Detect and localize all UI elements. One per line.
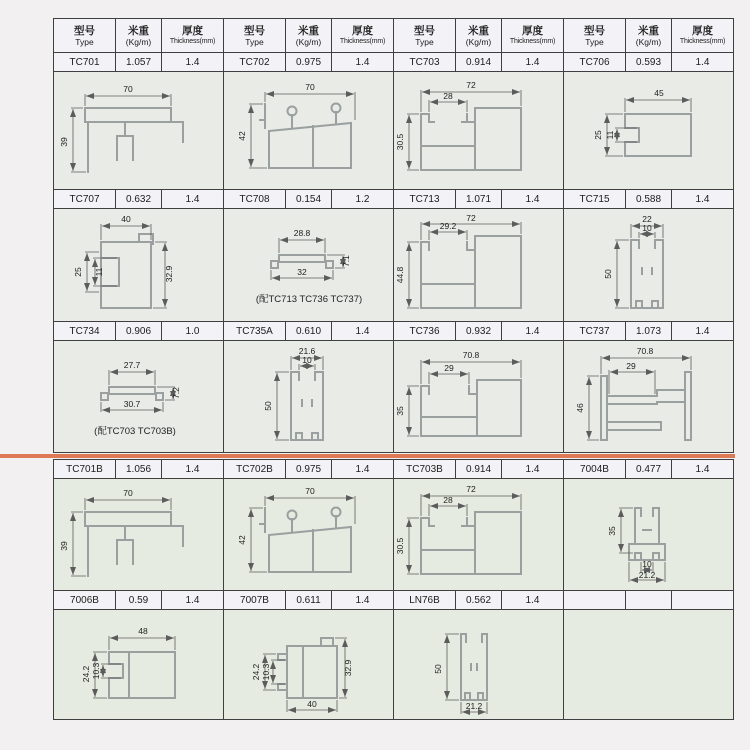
profile-cross-section [225, 78, 393, 184]
profile-drawing-tc707 [54, 209, 224, 322]
type-cell: TC706 [564, 53, 626, 72]
profile-cross-section [225, 612, 393, 718]
dim-label: 10 [301, 354, 312, 365]
header-weight-zh: 米重 [298, 24, 319, 37]
dim-label: 25 [592, 129, 603, 140]
type-cell: 7006B [54, 591, 116, 610]
weight-cell: 0.610 [286, 322, 332, 341]
dim-label: 10 [641, 558, 652, 569]
header-type [564, 19, 626, 53]
dim-label: 24.2 [250, 663, 261, 680]
weight-cell: 0.562 [456, 591, 502, 610]
dim-label: 70 [122, 487, 133, 498]
thickness-cell [672, 591, 734, 610]
type-cell: 7004B [564, 460, 626, 479]
header-type [224, 19, 286, 53]
weight-cell: 1.073 [626, 322, 672, 341]
thickness-cell: 1.4 [672, 53, 734, 72]
profile-cross-section [395, 612, 563, 718]
dim-label: 72 [465, 213, 476, 223]
dim-label: 70.8 [462, 349, 479, 360]
profile-cross-section [565, 344, 733, 450]
dim-label: 46 [574, 402, 585, 413]
dim-label: 11 [604, 130, 615, 139]
thickness-cell: 1.4 [672, 322, 734, 341]
profile-drawing-tc701b [54, 479, 224, 591]
dim-label: 21.2 [638, 569, 655, 580]
type-cell: TC737 [564, 322, 626, 341]
header-thickness [502, 19, 564, 53]
dim-label: 28.8 [293, 228, 310, 238]
header-type [394, 19, 456, 53]
header-type-zh: 型号 [74, 24, 95, 37]
profile-drawing-tc735a [224, 341, 394, 453]
weight-cell: 0.932 [456, 322, 502, 341]
dim-label: 35 [606, 525, 617, 536]
dim-label: 21.2 [465, 700, 482, 711]
profile-drawing-tc734 [54, 341, 224, 453]
dim-label: 29 [625, 360, 636, 371]
weight-cell: 0.588 [626, 190, 672, 209]
thickness-cell: 1.4 [162, 591, 224, 610]
dim-label: 28 [442, 494, 453, 505]
dim-label: 50 [432, 663, 443, 674]
dim-label: 48 [137, 625, 148, 636]
profile-drawing-tc701 [54, 72, 224, 190]
thickness-cell: 1.4 [332, 322, 394, 341]
spec-row [54, 53, 734, 72]
weight-cell: 0.593 [626, 53, 672, 72]
dim-label: 21.6 [298, 345, 315, 356]
dim-label: 30.7 [123, 398, 140, 409]
dim-label: 70 [304, 485, 315, 496]
spec-row [54, 322, 734, 341]
thickness-cell: 1.4 [162, 53, 224, 72]
weight-cell: 1.057 [116, 53, 162, 72]
type-cell: TC702B [224, 460, 286, 479]
type-cell: TC701 [54, 53, 116, 72]
dim-label: 50 [262, 400, 273, 411]
thickness-cell: 1.4 [162, 190, 224, 209]
dim-label: 24.2 [80, 665, 91, 682]
header-type-en: Type [245, 36, 264, 47]
dim-label: 27.7 [123, 359, 140, 370]
header-type-en: Type [415, 36, 434, 47]
dim-label: 30.5 [394, 537, 405, 554]
weight-cell: 0.632 [116, 190, 162, 209]
profile-cross-section [565, 212, 733, 318]
weight-cell: 1.056 [116, 460, 162, 479]
weight-cell [626, 591, 672, 610]
profile-drawing-7004b [564, 479, 734, 591]
header-thickness [672, 19, 734, 53]
dim-label: 42 [236, 534, 247, 545]
profile-cross-section [225, 482, 393, 588]
profile-drawing-tc702b [224, 479, 394, 591]
dim-label: 72 [465, 483, 476, 494]
dim-label: 40 [306, 698, 317, 709]
weight-cell: 0.611 [286, 591, 332, 610]
header-weight [456, 19, 502, 53]
dim-label: 10.3 [260, 663, 271, 680]
thickness-cell: 1.4 [672, 190, 734, 209]
header-weight [626, 19, 672, 53]
weight-cell: 0.914 [456, 53, 502, 72]
dim-label: 35 [394, 405, 405, 416]
profile-cross-section [395, 344, 563, 450]
thickness-cell: 1.4 [502, 460, 564, 479]
profile-cross-section [55, 212, 223, 318]
dim-label: 10 [641, 223, 652, 233]
dim-label: 45 [653, 87, 664, 98]
profile-drawing-tc703 [394, 72, 564, 190]
thickness-cell: 1.4 [162, 460, 224, 479]
spec-row [53, 459, 734, 479]
drawing-row [54, 72, 734, 190]
profile-cross-section [565, 78, 733, 184]
type-cell: TC701B [54, 460, 116, 479]
profile-cross-section [395, 212, 563, 318]
dim-label: 7.1 [340, 255, 351, 267]
dim-label: 32.9 [163, 265, 174, 283]
header-weight-en: (Kg/m) [125, 36, 152, 47]
dim-label: 11 [93, 267, 104, 277]
profile-cross-section [225, 212, 393, 318]
dim-label: 72 [465, 79, 476, 90]
profile-cross-section [225, 344, 393, 450]
header-weight-zh: 米重 [638, 24, 659, 37]
profile-cross-section [55, 344, 223, 450]
profile-drawing-tc736 [394, 341, 564, 453]
drawing-row [54, 341, 734, 453]
header-weight-en: (Kg/m) [295, 36, 322, 47]
thickness-cell: 1.2 [332, 190, 394, 209]
dim-label: 44.8 [394, 266, 405, 284]
drawing-row [54, 610, 734, 720]
empty-drawing-cell [564, 610, 734, 720]
header-thickness-en: Thickness(mm) [509, 37, 556, 45]
dim-label: 39 [58, 540, 69, 551]
type-cell: TC707 [54, 190, 116, 209]
dim-label: 70 [122, 83, 133, 94]
profile-cross-section [395, 482, 563, 588]
header-thickness-en: Thickness(mm) [169, 37, 216, 45]
spec-row [54, 591, 734, 610]
weight-cell: 0.477 [626, 460, 672, 479]
dim-label: 70.8 [636, 345, 653, 356]
thickness-cell: 1.4 [332, 460, 394, 479]
profile-cross-section [55, 482, 223, 588]
weight-cell: 0.975 [286, 460, 332, 479]
weight-cell: 0.906 [116, 322, 162, 341]
thickness-cell: 1.4 [332, 591, 394, 610]
header-thickness-zh: 厚度 [692, 24, 713, 37]
section-divider [53, 453, 734, 459]
dim-label: 42 [236, 130, 247, 141]
header-thickness-en: Thickness(mm) [679, 37, 726, 45]
dim-label: 28 [442, 90, 453, 101]
profile-spec-table [53, 18, 734, 720]
profile-drawing-tc713 [394, 209, 564, 322]
profile-drawing-7007b [224, 610, 394, 720]
thickness-cell: 1.4 [502, 190, 564, 209]
weight-cell: 0.154 [286, 190, 332, 209]
dim-label: 22 [641, 214, 652, 224]
dim-label: 70 [304, 81, 315, 92]
profile-cross-section [565, 482, 733, 588]
header-weight-en: (Kg/m) [465, 36, 492, 47]
type-cell: TC735A [224, 322, 286, 341]
header-weight-en: (Kg/m) [635, 36, 662, 47]
profile-drawing-tc703b [394, 479, 564, 591]
profile-cross-section [395, 78, 563, 184]
table-header-row [54, 19, 734, 53]
profile-drawing-tc708 [224, 209, 394, 322]
type-cell: TC708 [224, 190, 286, 209]
type-cell: 7007B [224, 591, 286, 610]
weight-cell: 0.59 [116, 591, 162, 610]
thickness-cell: 1.4 [332, 53, 394, 72]
dim-label: 39 [58, 136, 69, 147]
accent-band [0, 454, 735, 458]
profile-cross-section [55, 78, 223, 184]
drawing-row [54, 209, 734, 322]
dim-label: 29.2 [439, 221, 456, 231]
header-thickness [332, 19, 394, 53]
profile-drawing-tc702 [224, 72, 394, 190]
type-cell: TC734 [54, 322, 116, 341]
header-type-zh: 型号 [584, 24, 605, 37]
header-thickness-en: Thickness(mm) [339, 37, 386, 45]
profile-drawing-7006b [54, 610, 224, 720]
type-cell: TC703B [394, 460, 456, 479]
thickness-cell: 1.4 [502, 591, 564, 610]
header-type-zh: 型号 [414, 24, 435, 37]
header-weight [286, 19, 332, 53]
profile-cross-section [55, 612, 223, 718]
header-thickness-zh: 厚度 [522, 24, 543, 37]
profile-drawing-tc737 [564, 341, 734, 453]
header-thickness-zh: 厚度 [352, 24, 373, 37]
type-cell: TC736 [394, 322, 456, 341]
profile-drawing-tc715 [564, 209, 734, 322]
type-cell: TC715 [564, 190, 626, 209]
dim-label: 29 [443, 362, 454, 373]
type-cell: TC713 [394, 190, 456, 209]
thickness-cell: 1.4 [502, 322, 564, 341]
header-thickness [162, 19, 224, 53]
drawing-row [54, 479, 734, 591]
header-weight-zh: 米重 [468, 24, 489, 37]
dim-label: 50 [602, 269, 613, 279]
type-cell: LN76B [394, 591, 456, 610]
dim-label: 7.2 [170, 386, 181, 399]
header-type-en: Type [585, 36, 604, 47]
header-thickness-zh: 厚度 [182, 24, 203, 37]
thickness-cell: 1.4 [502, 53, 564, 72]
header-weight-zh: 米重 [128, 24, 149, 37]
profile-drawing-tc706 [564, 72, 734, 190]
thickness-cell: 1.0 [162, 322, 224, 341]
dim-label: 25 [72, 267, 83, 277]
weight-cell: 1.071 [456, 190, 502, 209]
header-type-zh: 型号 [244, 24, 265, 37]
pairing-note: (配TC713 TC736 TC737) [255, 294, 362, 305]
pairing-note: (配TC703 TC703B) [93, 425, 176, 437]
header-type-en: Type [75, 36, 94, 47]
profile-drawing-ln76b [394, 610, 564, 720]
header-weight [116, 19, 162, 53]
dim-label: 32.9 [342, 659, 353, 676]
type-cell: TC702 [224, 53, 286, 72]
dim-label: 10.3 [90, 662, 101, 679]
type-cell: TC703 [394, 53, 456, 72]
weight-cell: 0.914 [456, 460, 502, 479]
type-cell [564, 591, 626, 610]
thickness-cell: 1.4 [672, 460, 734, 479]
dim-label: 32 [296, 267, 307, 277]
header-type [54, 19, 116, 53]
dim-label: 30.5 [394, 133, 405, 150]
dim-label: 40 [120, 214, 131, 224]
spec-row [54, 190, 734, 209]
weight-cell: 0.975 [286, 53, 332, 72]
